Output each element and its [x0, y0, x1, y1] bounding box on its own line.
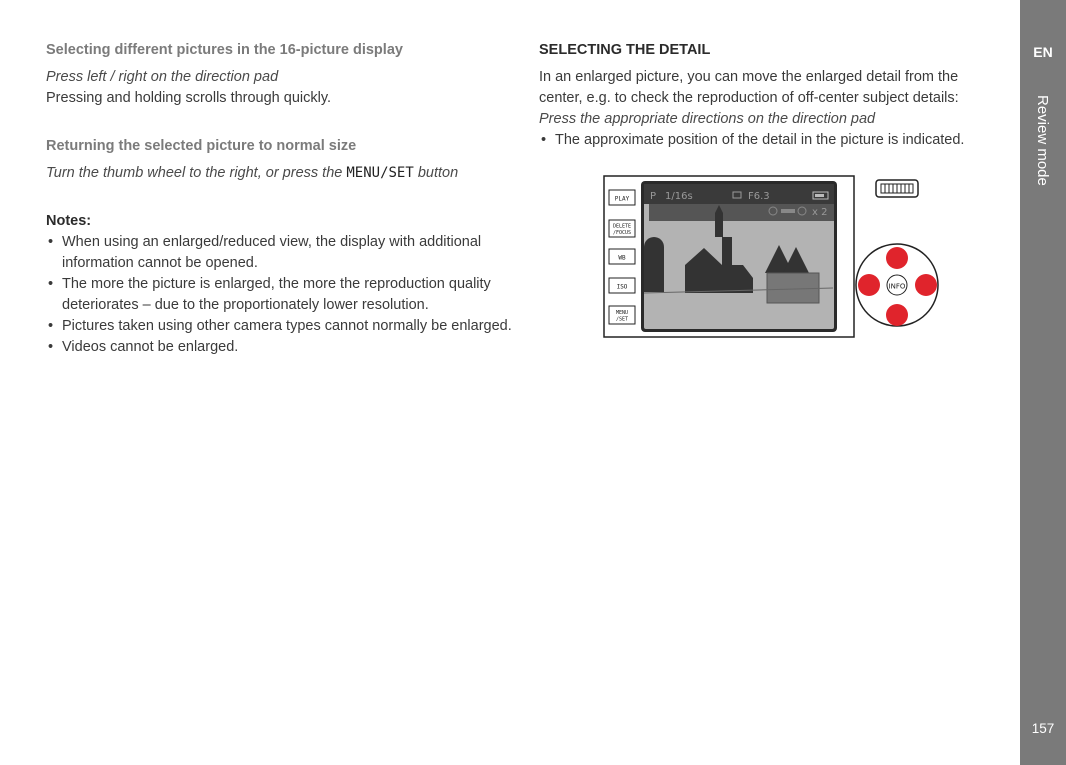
instruction-direction-pad: Press left / right on the direction pad — [46, 69, 279, 85]
list-item: • The approximate position of the detail in the picture is indicated. — [539, 130, 989, 151]
notes-list — [46, 232, 516, 358]
menu-set-label: MENU/SET — [346, 165, 414, 181]
screen-mode: P — [650, 191, 657, 202]
screen-aperture: F6.3 — [748, 191, 770, 202]
detail-bullets — [539, 130, 989, 151]
list-item: • When using an enlarged/reduced view, the display with additional information cannot be opened. — [46, 232, 516, 274]
list-item: • The more the picture is enlarged, the more the reproduction quality deteriorates – due to the proportionately lower resolution. — [46, 274, 516, 316]
wb-button-label: WB — [618, 254, 626, 262]
camera-back-illustration — [603, 175, 948, 340]
heading-normal-size: Returning the selected picture to normal size — [46, 138, 357, 154]
detail-intro: In an enlarged picture, you can move the enlarged detail from the center, e.g. to check the reproduction of off-center subject details: — [539, 69, 959, 106]
heading-16-picture-display: Selecting different pictures in the 16-picture display — [46, 42, 403, 58]
sidebar — [1020, 0, 1066, 765]
instruction-thumb-wheel: Turn the thumb wheel to the right, or press the MENU/SET button — [46, 165, 459, 181]
page-number: 157 — [1031, 721, 1055, 736]
svg-text:MENU: MENU — [615, 310, 629, 316]
camera-screen — [641, 181, 837, 332]
section-title: SELECTING THE DETAIL — [539, 42, 711, 58]
svg-text:/SET: /SET — [615, 316, 629, 323]
direction-pad-icon — [856, 244, 938, 326]
screen-zoom: x 2 — [812, 207, 828, 218]
scroll-info: Pressing and holding scrolls through quickly. — [46, 90, 332, 106]
iso-button-label: ISO — [616, 283, 628, 291]
left-column — [46, 40, 516, 358]
language-label: EN — [1033, 44, 1053, 60]
notes-heading: Notes: — [46, 213, 92, 229]
screen-shutter: 1/16s — [665, 191, 693, 202]
play-button-label: PLAY — [614, 195, 630, 203]
svg-text:/FOCUS: /FOCUS — [612, 230, 632, 236]
thumb-wheel-icon — [876, 180, 918, 197]
list-item: • Pictures taken using other camera types cannot normally be enlarged. — [46, 316, 516, 337]
info-button-label: INFO — [888, 282, 906, 291]
section-label: Review mode — [1034, 95, 1051, 186]
list-item: • Videos cannot be enlarged. — [46, 337, 516, 358]
right-column — [539, 40, 989, 151]
detail-instruction: Press the appropriate directions on the direction pad — [539, 111, 876, 127]
svg-text:DELETE: DELETE — [612, 223, 632, 230]
